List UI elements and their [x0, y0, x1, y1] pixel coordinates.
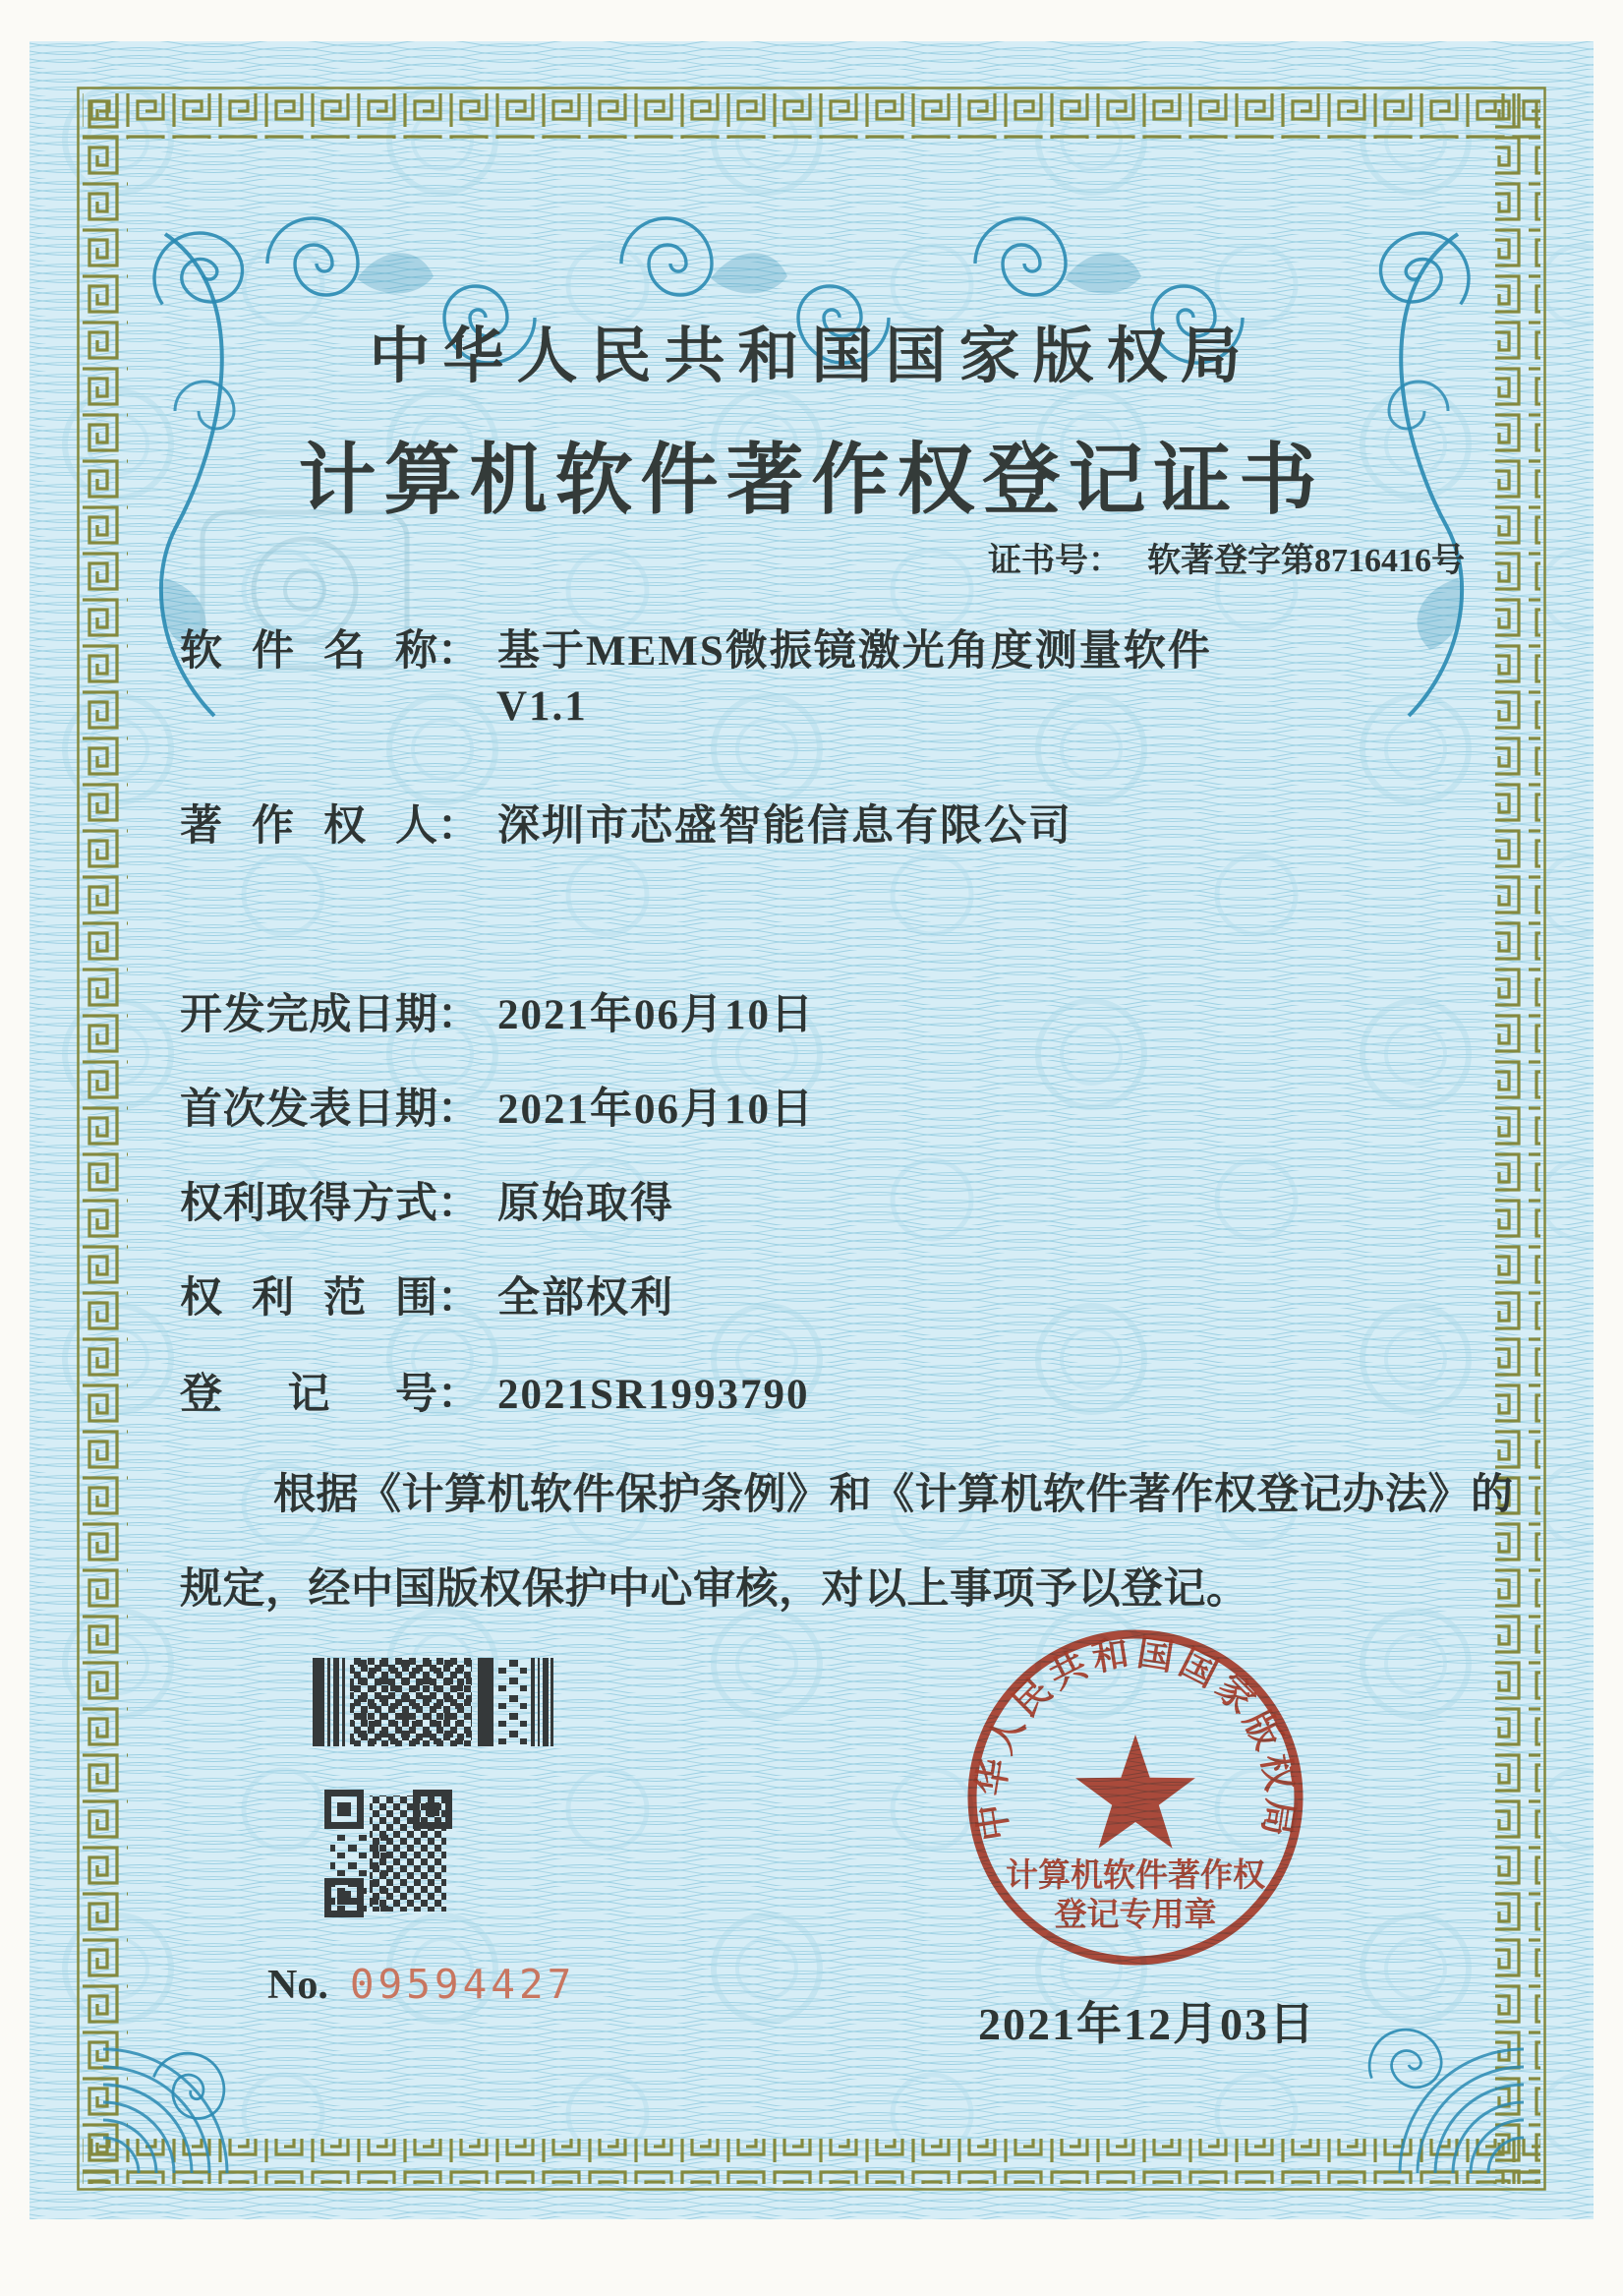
field-first-publish-date: 首次发表日期： 2021年06月10日	[180, 1087, 815, 1133]
field-software-version: V1.1	[496, 683, 588, 730]
certificate-title: 计算机软件著作权登记证书	[298, 439, 1325, 524]
authority-title: 中华人民共和国国家版权局	[369, 324, 1254, 390]
seal-line-2: 登记专用章	[1054, 1898, 1217, 1933]
statement-line-2: 规定，经中国版权保护中心审核，对以上事项予以登记。	[180, 1566, 1249, 1613]
star-icon	[1075, 1735, 1195, 1849]
field-copyright-owner: 著作权人： 深圳市芯盛智能信息有限公司	[180, 803, 1072, 850]
barcode	[313, 1658, 553, 1746]
cert-no-label: 证书号：	[988, 543, 1122, 579]
cert-no-value: 软著登字第8716416号	[1147, 543, 1465, 579]
field-rights-scope: 权利范围： 全部权利	[180, 1275, 674, 1322]
statement-line-1: 根据《计算机软件保护条例》和《计算机软件著作权登记办法》的	[273, 1472, 1514, 1518]
seal-line-1: 计算机软件著作权	[1006, 1858, 1265, 1894]
field-dev-complete-date: 开发完成日期： 2021年06月10日	[180, 992, 815, 1038]
bottom-right-ornament	[1288, 1972, 1534, 2183]
serial-number	[267, 1961, 575, 2009]
certificate-number	[988, 533, 1465, 581]
seal-ring-text: 中华人民共和国国家版权局	[970, 1632, 1301, 1844]
qr-code	[324, 1790, 452, 1917]
serial-no-label: No.	[267, 1963, 328, 2008]
issue-date: 2021年12月03日	[978, 1999, 1316, 2049]
field-rights-acquisition: 权利取得方式： 原始取得	[180, 1181, 674, 1227]
serial-no-value: 09594427	[349, 1961, 576, 2008]
field-software-name: 软件名称： 基于MEMS微振镜激光角度测量软件	[180, 628, 1212, 675]
official-seal	[958, 1622, 1312, 1976]
field-registration-number: 登记号： 2021SR1993790	[180, 1372, 810, 1418]
